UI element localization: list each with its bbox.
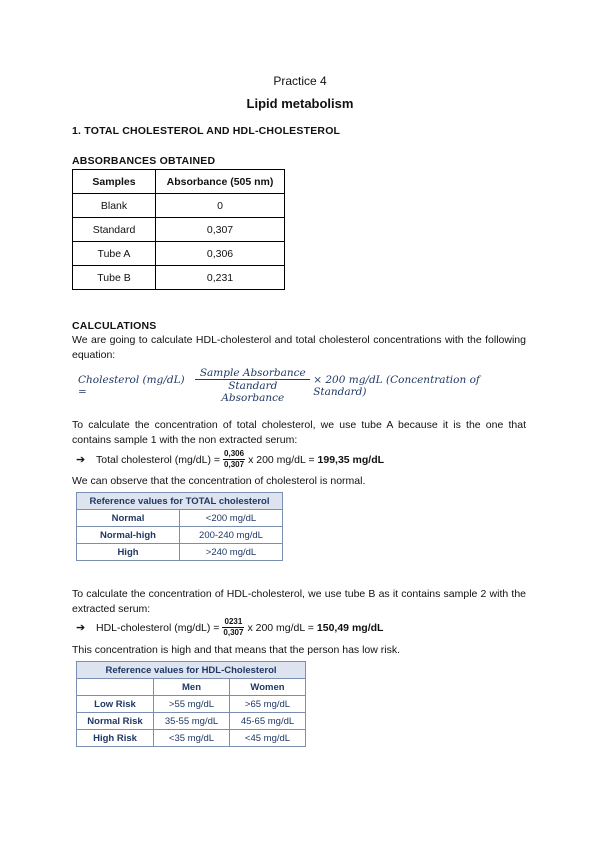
sample-cell: Standard [73, 218, 156, 242]
calculations-heading: CALCULATIONS [72, 320, 157, 332]
total-result: 199,35 mg/dL [317, 453, 385, 466]
equation-lhs: Cholesterol (mg/dL) = [78, 373, 185, 398]
column-header: Women [230, 679, 306, 696]
calculations-intro: We are going to calculate HDL-cholesterol and total cholesterol concentrations with the following equation: [72, 334, 526, 361]
men-value-cell: >55 mg/dL [154, 696, 230, 713]
absorbances-heading: ABSORBANCES OBTAINED [72, 155, 216, 167]
absorbance-cell: 0 [156, 194, 285, 218]
total-formula-label: Total cholesterol (mg/dL) = [96, 453, 221, 466]
total-reference-caption: Reference values for TOTAL cholesterol [77, 493, 283, 510]
arrow-right-icon: ➔ [76, 454, 86, 466]
hdl-fraction [222, 617, 244, 638]
column-header: Men [154, 679, 230, 696]
hdl-formula-line [76, 617, 383, 638]
empty-header-cell [77, 679, 154, 696]
sample-cell: Tube B [73, 266, 156, 290]
arrow-right-icon: ➔ [76, 622, 86, 634]
women-value-cell: <45 mg/dL [230, 730, 306, 747]
equation-numerator: Sample Absorbance [195, 367, 310, 380]
column-header: Absorbance (505 nm) [156, 170, 285, 194]
hdl-observation: This concentration is high and that means that the person has low risk. [72, 644, 401, 656]
hdl-numerator: 0231 [222, 617, 244, 628]
table-row [77, 510, 283, 527]
hdl-reference-caption: Reference values for HDL-Cholesterol [77, 662, 306, 679]
table-header-row [73, 170, 285, 194]
table-row [73, 218, 285, 242]
category-cell: Normal-high [77, 527, 180, 544]
table-row [77, 713, 306, 730]
absorbance-cell: 0,307 [156, 218, 285, 242]
table-row [77, 730, 306, 747]
sample-cell: Tube A [73, 242, 156, 266]
page-title: Lipid metabolism [246, 96, 354, 111]
practice-number: Practice 4 [273, 74, 327, 88]
men-value-cell: 35-55 mg/dL [154, 713, 230, 730]
total-denominator: 0,307 [224, 460, 245, 469]
total-numerator: 0,306 [224, 449, 245, 458]
equation-rhs: × 200 mg/dL (Concentration of Standard) [313, 373, 480, 398]
hdl-intro: To calculate the concentration of HDL-cholesterol, we use tube B as it contains sample 2 with the extracted serum: [72, 588, 526, 615]
table-row [77, 527, 283, 544]
total-fraction [223, 449, 245, 470]
range-cell: 200-240 mg/dL [180, 527, 283, 544]
table-row [77, 544, 283, 561]
women-value-cell: 45-65 mg/dL [230, 713, 306, 730]
table-header-row [77, 679, 306, 696]
sample-cell: Blank [73, 194, 156, 218]
table-row [73, 242, 285, 266]
table-row [73, 194, 285, 218]
column-header: Samples [73, 170, 156, 194]
hdl-reference-table [76, 661, 306, 747]
total-intro: To calculate the concentration of total cholesterol, we use tube A because it is the one that contains sample 1 with the non extracted serum: [72, 419, 526, 446]
risk-cell: Low Risk [77, 696, 154, 713]
hdl-result: 150,49 mg/dL [316, 621, 384, 634]
cholesterol-equation [78, 367, 528, 404]
women-value-cell: >65 mg/dL [230, 696, 306, 713]
hdl-formula-label: HDL-cholesterol (mg/dL) = [96, 621, 220, 634]
total-observation: We can observe that the concentration of cholesterol is normal. [72, 475, 366, 487]
equation-denominator: Standard Absorbance [221, 380, 285, 404]
hdl-multiplier: x 200 mg/dL = [247, 621, 314, 634]
range-cell: <200 mg/dL [180, 510, 283, 527]
total-reference-table [76, 492, 283, 561]
total-multiplier: x 200 mg/dL = [248, 453, 315, 466]
equation-fraction [195, 367, 310, 404]
absorbance-cell: 0,306 [156, 242, 285, 266]
hdl-denominator: 0,307 [223, 628, 244, 637]
table-row [73, 266, 285, 290]
category-cell: Normal [77, 510, 180, 527]
category-cell: High [77, 544, 180, 561]
total-formula-line [76, 449, 384, 470]
absorbance-table [72, 169, 285, 290]
table-row [77, 696, 306, 713]
risk-cell: High Risk [77, 730, 154, 747]
men-value-cell: <35 mg/dL [154, 730, 230, 747]
section-heading: 1. TOTAL CHOLESTEROL AND HDL-CHOLESTEROL [72, 125, 341, 137]
risk-cell: Normal Risk [77, 713, 154, 730]
range-cell: >240 mg/dL [180, 544, 283, 561]
absorbance-cell: 0,231 [156, 266, 285, 290]
